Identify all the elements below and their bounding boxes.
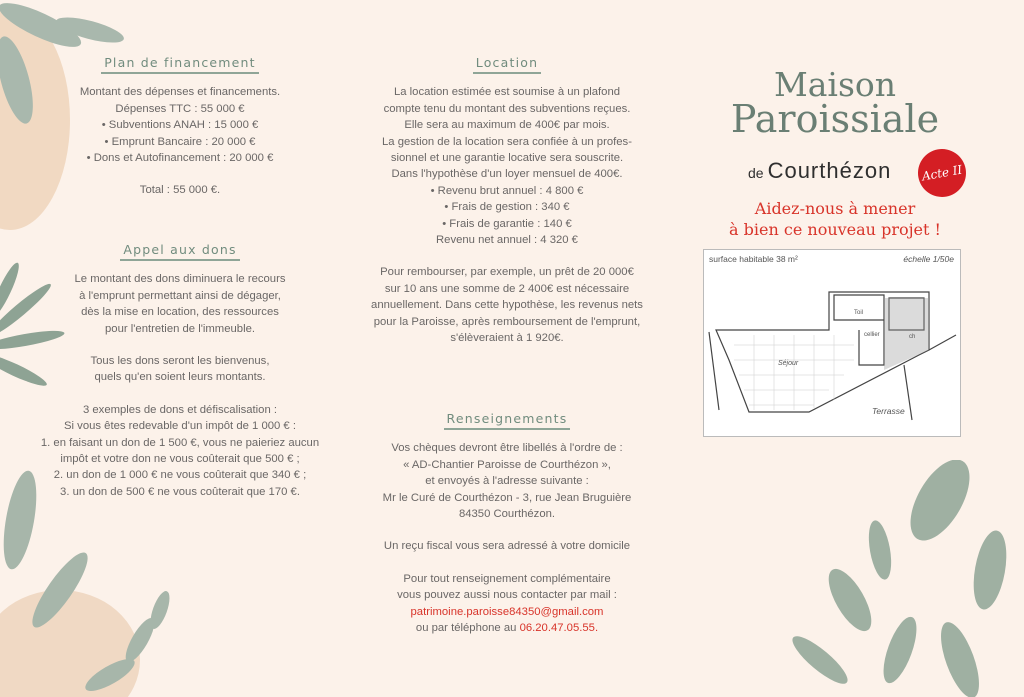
room-label: cellier — [864, 332, 880, 338]
cover-subtitle — [748, 158, 891, 184]
dons-examples: 3 exemples de dons et défiscalisation : Si vous êtes redevable d'un impôt de 1 000 € : 1. en faisant un don de 1 500 €, vous ne paieriez aucun impôt et votre don ne vous coûterait que 500 € ; 2. un don de 1 000 € ne vous coûterait que 340 € ; 3. un don de 500 € ne vous coûterait que 170 €. — [40, 403, 320, 498]
cover-title — [700, 65, 970, 141]
renseignements-paragraph: Un reçu fiscal vous sera adressé à votre domicile — [383, 540, 631, 553]
room-label: ch — [909, 334, 916, 340]
slogan: Aidez-nous à mener à bien ce nouveau projet ! — [729, 199, 941, 239]
acte-badge: Acte II — [914, 145, 970, 201]
sub-prefix: de — [748, 165, 764, 181]
section-title: Location — [473, 55, 541, 74]
dons-paragraph: Le montant des dons diminuera le recours à l'emprunt permettant ainsi de dégager, dès la mise en location, des ressources pour l'entretien de l'immeuble. — [74, 273, 286, 335]
room-label: Terrasse — [872, 406, 905, 416]
section-title: Appel aux dons — [120, 242, 239, 261]
financement-section — [30, 55, 330, 215]
dons-paragraph: Tous les dons seront les bienvenus, quels qu'en soient leurs montants. — [90, 355, 270, 384]
title-line2: Paroissiale — [730, 97, 940, 141]
renseignements-paragraph: Vos chèques devront être libellés à l'ordre de : « AD-Chantier Paroisse de Courthézon », et envoyés à l'adresse suivante : Mr le Curé de Courthézon - 3, rue Jean Bruguière 84350 Courthézon. — [382, 442, 632, 521]
location-paragraph: La location estimée est soumise à un plafond compte tenu du montant des subventions reçues. Elle sera au maximum de 400€ par mois. La gestion de la location sera confiée à un profes- sionnel et une garantie locative sera souscrite. Dans l'hypothèse d'un loyer mensuel de 400€. • Revenu brut annuel : 4 800 € • Frais de gestion : 340 € • Frais de garantie : 140 € Revenu net annuel : 4 320 € — [382, 86, 632, 247]
room-label: Séjour — [778, 360, 799, 367]
section-title: Plan de financement — [101, 55, 259, 74]
renseignements-section — [352, 411, 662, 636]
floor-plan — [703, 249, 961, 437]
phone-number[interactable]: 06.20.47.05.55. — [519, 622, 599, 635]
room-label: Toil — [854, 310, 864, 316]
dons-section — [20, 242, 340, 516]
leaf-decoration-bottom-right — [760, 460, 1024, 697]
title-line1: Maison — [773, 65, 897, 104]
location-section — [357, 55, 657, 363]
sub-name: Courthézon — [767, 158, 892, 183]
plan-surface: surface habitable 38 m² — [709, 254, 798, 264]
phone-prefix: ou par téléphone au — [415, 622, 520, 635]
plan-scale: échelle 1/50e — [903, 254, 954, 264]
floor-plan-drawing — [704, 250, 960, 436]
financement-total: Total : 55 000 €. — [139, 184, 221, 197]
location-paragraph: Pour rembourser, par exemple, un prêt de 20 000€ sur 10 ans une somme de 2 400€ est nécessaire annuellement. Dans cette hypothèse, les revenus nets pour la Paroisse, après remboursement de l'emprunt, s'élèveraient à 1 920€. — [371, 266, 643, 345]
section-title: Renseignements — [444, 411, 571, 430]
financement-details: Montant des dépenses et financements. Dépenses TTC : 55 000 € • Subventions ANAH : 15 000 € • Emprunt Bancaire : 20 000 € • Dons et Autofinancement : 20 000 € — [79, 86, 281, 165]
email-link[interactable]: patrimoine.paroisse84350@gmail.com — [410, 605, 604, 618]
renseignements-paragraph: Pour tout renseignement complémentaire vous pouvez aussi nous contacter par mail : — [397, 572, 617, 602]
